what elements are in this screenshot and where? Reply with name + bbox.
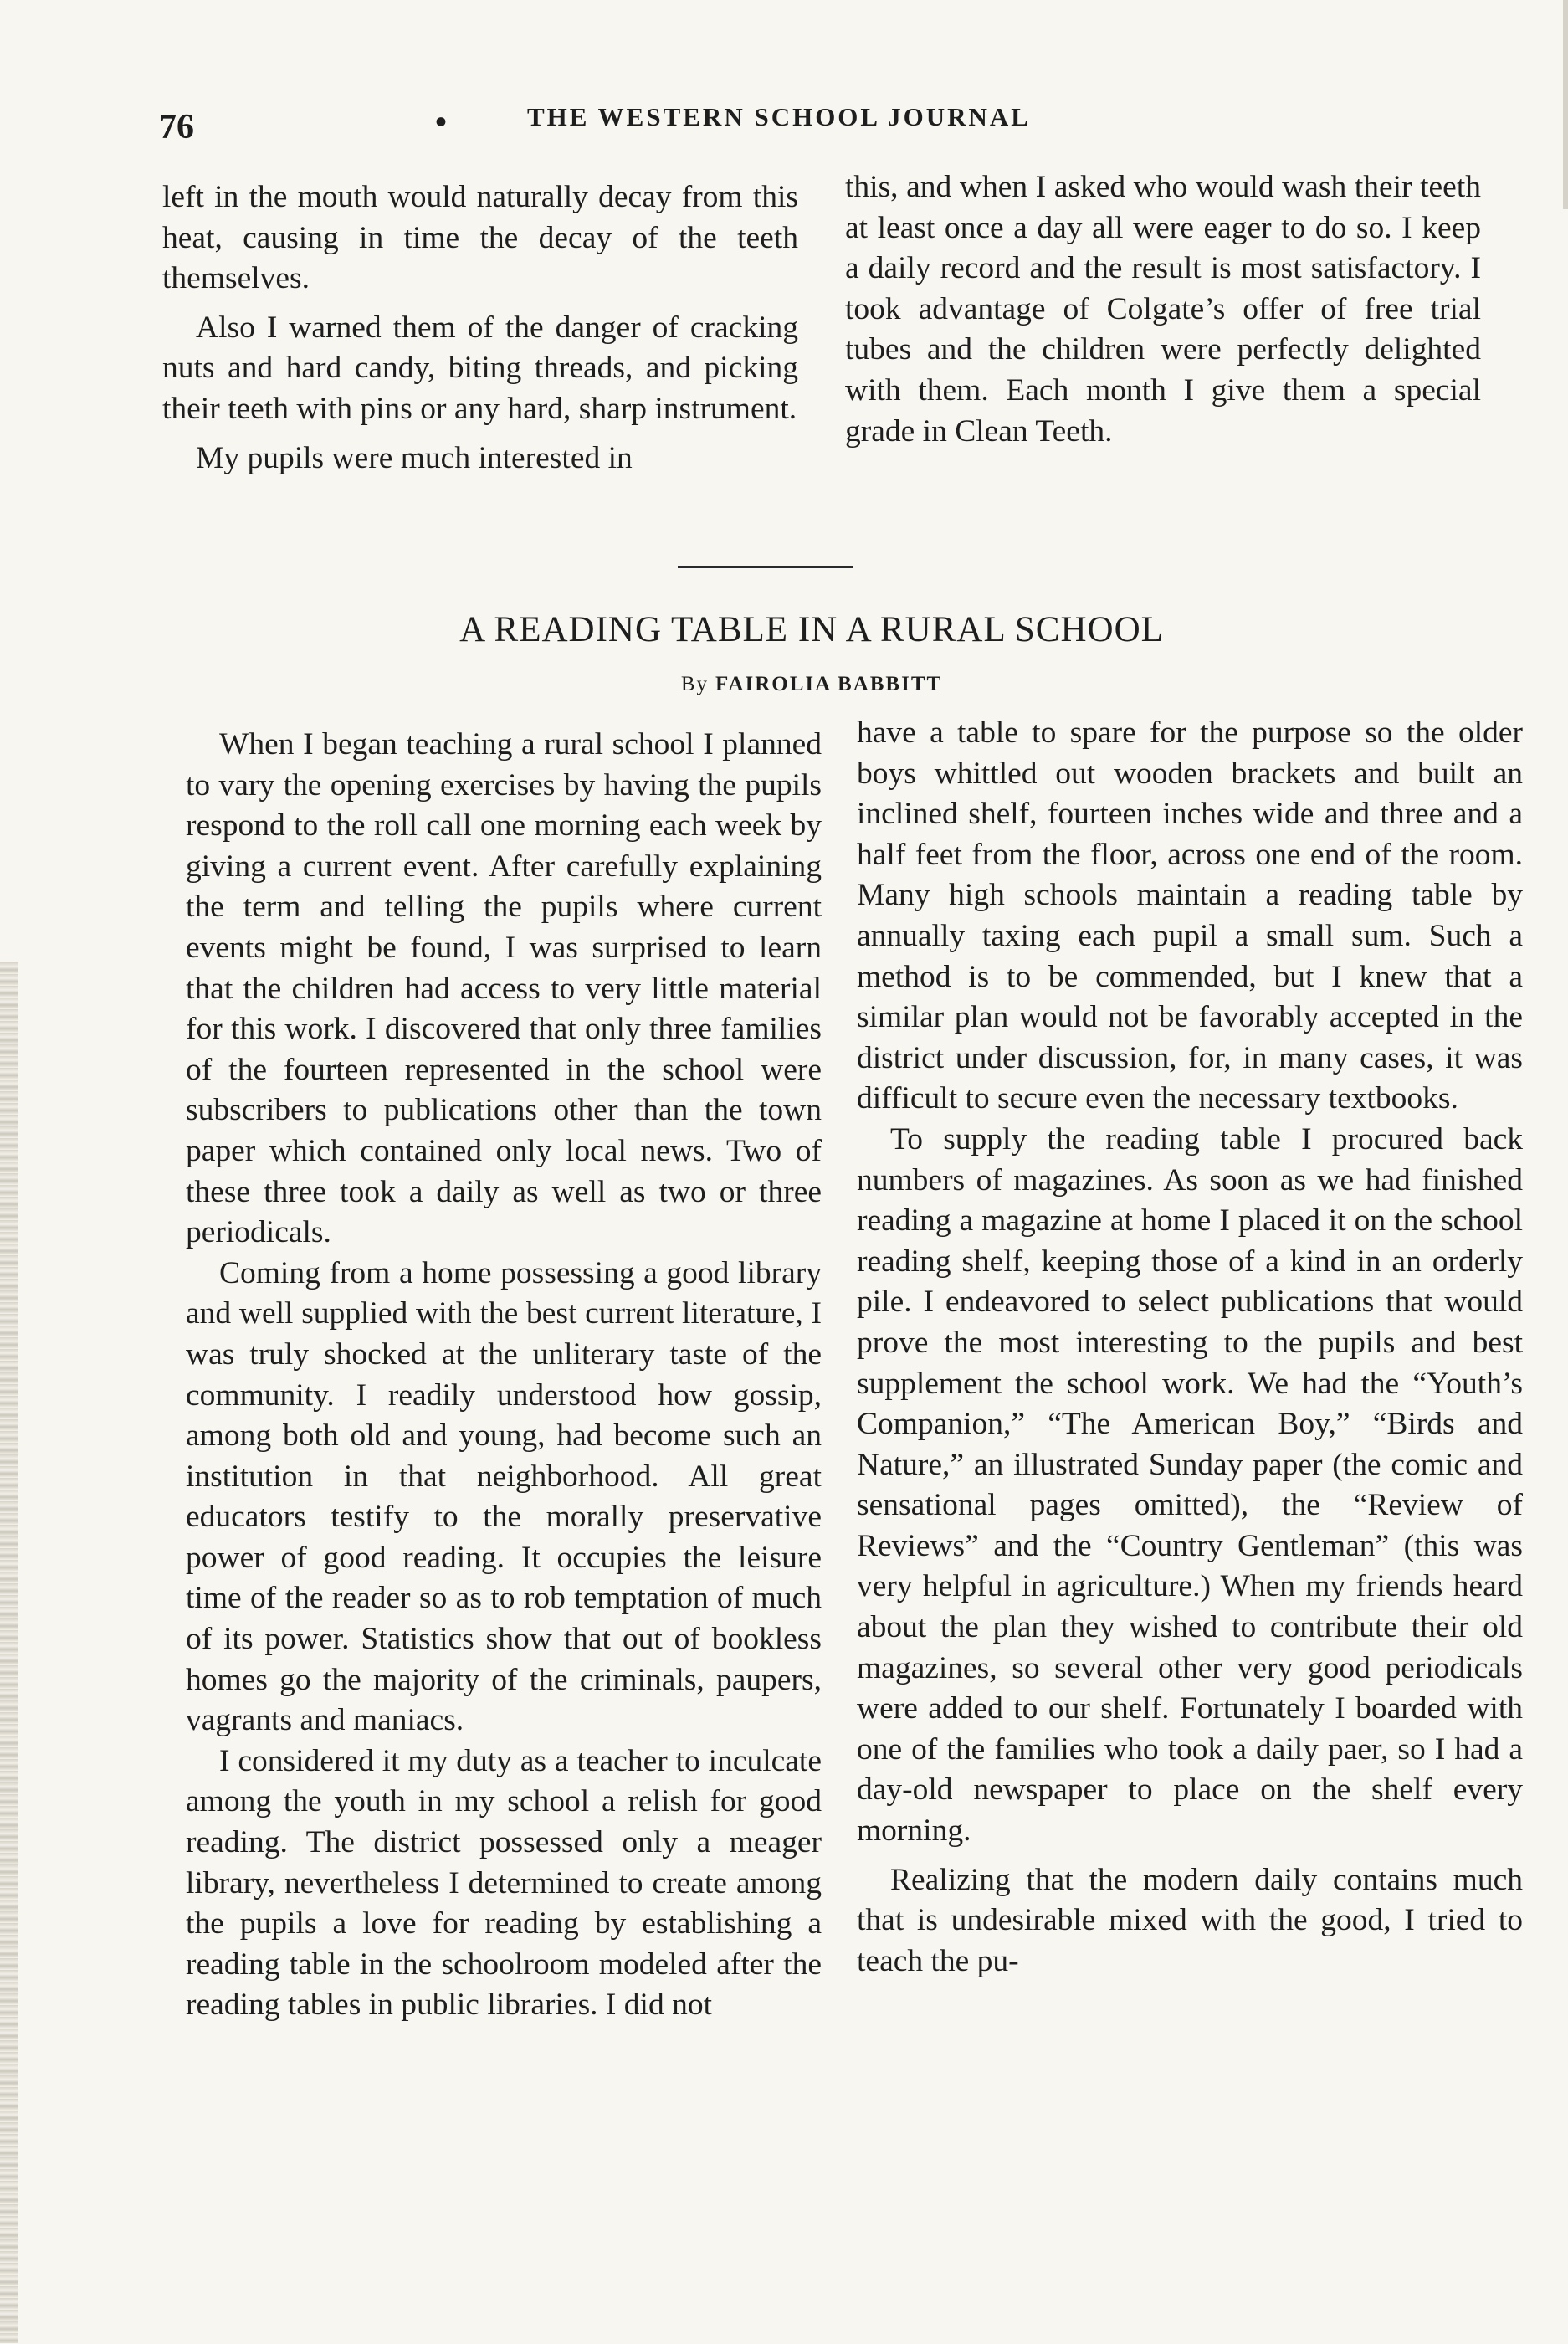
top-left-column (162, 177, 798, 479)
paragraph: Realizing that the modern daily contains much that is undesirable mixed with the good, I tried to teach the pu- (857, 1862, 1523, 1978)
paragraph: To supply the reading table I procured back numbers of magazines. As soon as we had finished reading a magazine at home I placed it on the school reading shelf, keeping those of a kind in an orderly pile. I endeavored to select publications that would prove the most interesting to the pupils and best supplement the school work. We had the “Youth’s Companion,” “The American Boy,” “Birds and Nature,” an illustrated Sunday paper (the comic and sensational pages omitted), the “Review of Reviews” and the “Country Gentleman” (this was very helpful in agriculture.) When my friends heard about the plan they wished to contribute their old magazines, so several other very good periodicals were added to our shelf. Fortunately I boarded with one of the families who took a daily paer, so I had a day-old newspaper to place on the shelf every morning. (857, 1121, 1523, 1849)
byline-prefix: By (680, 673, 709, 695)
page-number: 76 (159, 108, 194, 146)
paragraph: have a table to spare for the purpose so the older boys whittled out wooden brackets and built an inclined shelf, fourteen inches wide and three and a half feet from the floor, across one end of the room. Many high schools maintain a reading table by annually taxing each pupil a small sum. Such a method is to be commended, but I knew that a similar plan would not be favorably accepted in the district under discussion, for, in many cases, it was difficult to secure even the necessary textbooks. (857, 716, 1523, 1116)
paragraph: Coming from a home possessing a good library and well supplied with the best current literature, I was truly shocked at the unliterary taste of the community. I readily understood how gossip, among both old and young, had become such an institution in that neighborhood. All great educators testify to the morally preservative power of good reading. It occupies the leisure time of the reader so as to rob temptation of much of its power. Statistics show that out of bookless homes go the majority of the criminals, paupers, vagrants and maniacs. (186, 1255, 822, 1738)
binding-edge (0, 962, 18, 2343)
page-edge (1563, 0, 1568, 209)
article-left-column (186, 725, 822, 2026)
paragraph: Also I warned them of the danger of cracking nuts and hard candy, biting threads, and picking their teeth with pins or any hard, sharp instrument. (162, 310, 798, 426)
top-right-column (845, 167, 1481, 452)
paragraph: When I began teaching a rural school I planned to vary the opening exercises by having the pupils respond to the roll call one morning each week by giving a current event. After carefully explaining the term and telling the pupils where current events might be found, I was surprised to learn that the children had access to very little material for this work. I discovered that only three families of the fourteen represented in the school were subscribers to publications other than the town paper which contained only local news. Two of these three took a daily as well as two or three periodicals. (186, 727, 822, 1250)
byline (159, 673, 1464, 696)
section-divider (678, 566, 853, 568)
paragraph: this, and when I asked who would wash their teeth at least once a day all were eager to do so. I keep a daily record and the result is most satisfactory. I took advantage of Colgate’s offer of free trial tubes and the children were perfectly delighted with them. Each month I give them a special grade in Clean Teeth. (845, 170, 1481, 449)
paragraph: I considered it my duty as a teacher to inculcate among the youth in my school a relish for good reading. The district possessed only a meager library, nevertheless I determined to create among the pupils a love for reading by establishing a reading table in the schoolroom modeled after the reading tables in public libraries. I did not (186, 1743, 822, 2023)
paragraph: left in the mouth would naturally decay from this heat, causing in time the decay of the teeth themselves. (162, 180, 798, 296)
article-title: A READING TABLE IN A RURAL SCHOOL (459, 610, 1164, 649)
running-header (159, 99, 1489, 149)
journal-title: THE WESTERN SCHOOL JOURNAL (527, 102, 1031, 131)
header-dot: • (435, 103, 448, 141)
paragraph: My pupils were much interested in (196, 440, 633, 475)
author-name: FAIROLIA BABBITT (715, 673, 943, 695)
article-right-column (857, 713, 1523, 1982)
